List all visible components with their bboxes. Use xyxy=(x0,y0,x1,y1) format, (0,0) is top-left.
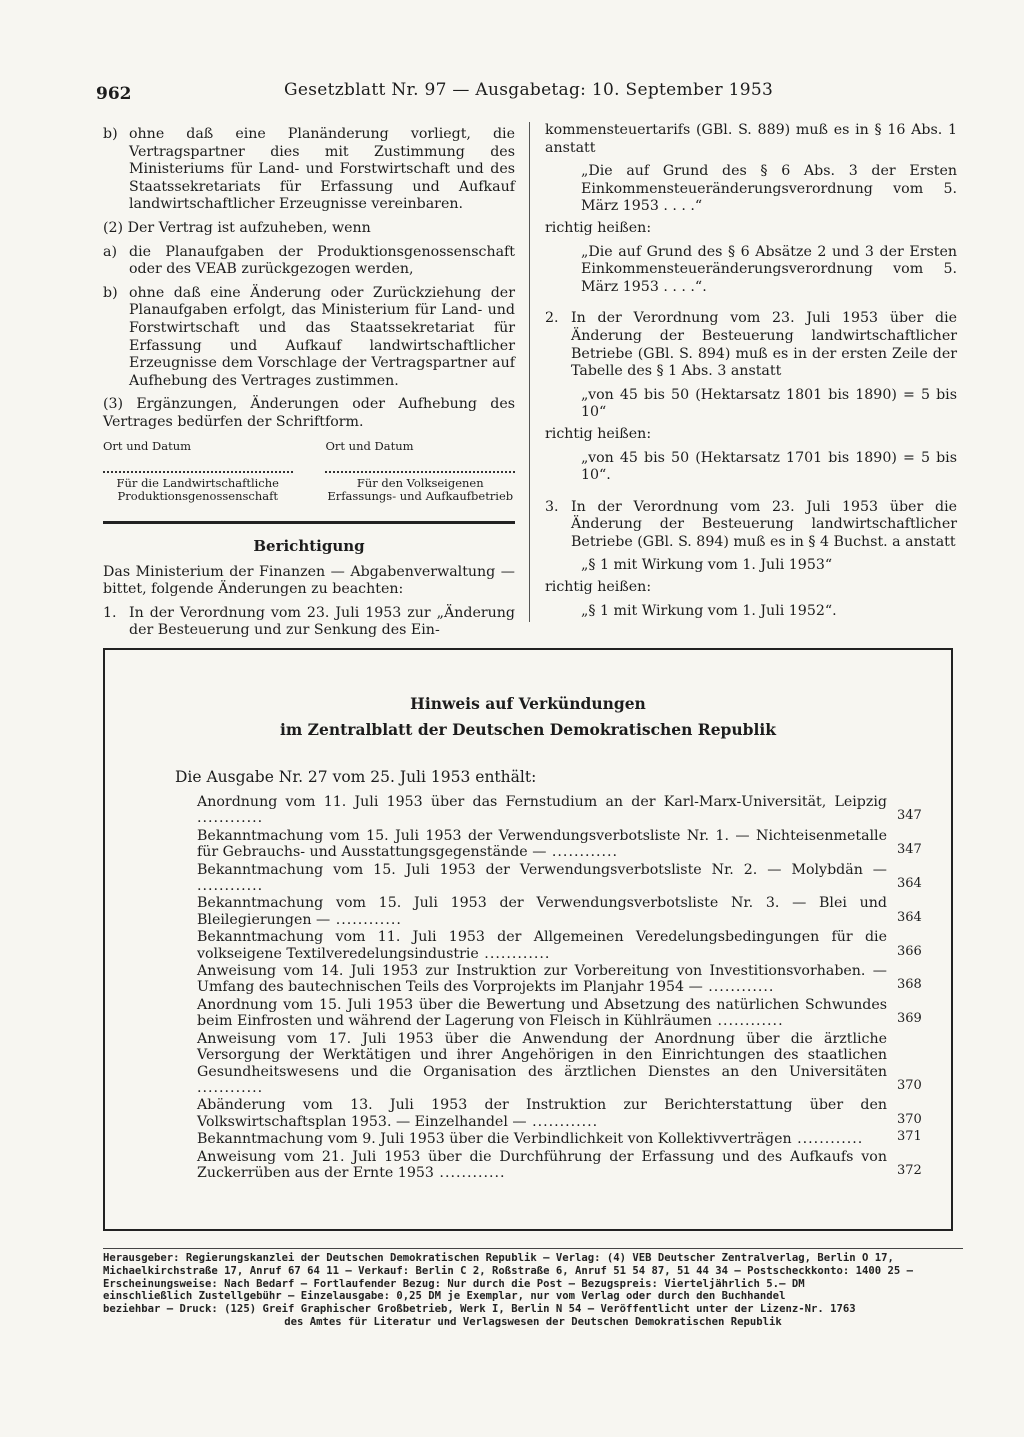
entry-page-number: 369 xyxy=(897,1011,922,1027)
footer-divider xyxy=(103,1248,963,1249)
quote-new: „Die auf Grund des § 6 Absätze 2 und 3 der Ersten Einkommensteueränderungsverordnung vom 5. März 1953 . . . .“. xyxy=(581,243,957,295)
leader-dots: ............ xyxy=(546,844,619,861)
paragraph: richtig heißen: xyxy=(545,579,652,596)
table-row xyxy=(197,1030,922,1097)
signature-caption: Für den Volkseigenen Erfassungs- und Aufkaufbetrieb xyxy=(327,476,514,504)
entry-title: Bekanntmachung vom 15. Juli 1953 der Verwendungsverbotsliste Nr. 1. — Nichteisenmetalle für Gebrauchs- und Ausstattungsgegenstände — ............ xyxy=(197,827,887,861)
leader-dots: ............ xyxy=(478,945,551,962)
paragraph: (3) Ergänzungen, Änderungen oder Aufhebung des Vertrages bedürfen der Schriftform. xyxy=(103,396,515,430)
signature-caption: Für die Landwirtschaftliche Produktionsgenossenschaft xyxy=(116,476,279,504)
paragraph: kommensteuertarifs (GBl. S. 889) muß es in § 16 Abs. 1 anstatt xyxy=(545,122,957,156)
table-row xyxy=(197,963,922,996)
page-header-title: Gesetzblatt Nr. 97 — Ausgabetag: 10. September 1953 xyxy=(284,80,774,100)
leader-dots: ............ xyxy=(197,810,264,827)
table-row xyxy=(197,794,922,827)
signature-line xyxy=(103,459,293,473)
table-row xyxy=(197,1129,922,1148)
table-row xyxy=(197,861,922,895)
item-text: ohne daß eine Änderung oder Zurückziehung der Planaufgaben erfolgt, das Ministerium für Land- und Forstwirtschaft und das Staatssekretariat für Erfassung und Aufkauf landwirtschaftlicher Erzeugnisse dem Vorschlage der Vertragspartner auf Aufhebung des Vertrages zustimmen. xyxy=(129,284,515,389)
column-divider xyxy=(529,122,530,622)
footer-line: Herausgeber: Regierungskanzlei der Deutschen Demokratischen Republik — Verlag: (4) VEB Deutscher Zentralverlag, Berlin O 17, xyxy=(103,1252,894,1264)
leader-dots: ............ xyxy=(197,1079,264,1096)
table-row xyxy=(197,1097,922,1130)
footer-line: Michaelkirchstraße 17, Anruf 67 64 11 — Verkauf: Berlin C 2, Roßstraße 6, Anruf 51 54 87, 51 44 34 — Postscheckkonto: 1400 25 — xyxy=(103,1264,914,1277)
entry-title: Bekanntmachung vom 9. Juli 1953 über die Verbindlichkeit von Kollektivverträgen ............ xyxy=(197,1131,864,1148)
table-row xyxy=(197,929,922,962)
signature-place-date-label: Ort und Datum xyxy=(325,438,414,453)
footer-line: einschließlich Zustellgebühr — Einzelausgabe: 0,25 DM je Exemplar, nur vom Verlag oder durch den Buchhandel xyxy=(103,1290,786,1303)
leader-dots: ............ xyxy=(330,911,402,928)
footer-line: beziehbar — Druck: (125) Greif Graphischer Großbetrieb, Werk I, Berlin N 54 — Veröffentlicht unter der Lizenz-Nr. 1763 xyxy=(103,1303,856,1316)
list-item xyxy=(103,285,515,391)
paragraph: Das Ministerium der Finanzen — Abgabenverwaltung — bittet, folgende Änderungen zu beachten: xyxy=(103,563,515,598)
entry-page-number: 347 xyxy=(897,808,922,824)
item-label: b) xyxy=(103,284,118,301)
quote-old: „von 45 bis 50 (Hektarsatz 1801 bis 1890) = 5 bis 10“ xyxy=(581,386,957,421)
entry-page-number: 366 xyxy=(897,943,922,959)
leader-dots: ............ xyxy=(711,1013,784,1030)
section-heading: Berichtigung xyxy=(253,537,365,556)
footer-line: des Amtes für Literatur und Verlagswesen der Deutschen Demokratischen Republik xyxy=(284,1315,782,1328)
quote-new: „§ 1 mit Wirkung vom 1. Juli 1952“. xyxy=(581,602,837,619)
entry-page-number: 364 xyxy=(897,876,922,892)
list-item xyxy=(103,605,515,640)
entry-title: Bekanntmachung vom 15. Juli 1953 der Verwendungsverbotsliste Nr. 3. — Blei und Bleilegierungen — ............ xyxy=(197,895,887,928)
entry-title: Anordnung vom 15. Juli 1953 über die Bewertung und Absetzung des natürlichen Schwundes beim Einfrosten und während der Lagerung von Fleisch in Kühlräumen ............ xyxy=(197,996,887,1030)
item-label: 1. xyxy=(103,604,117,621)
entry-page-number: 372 xyxy=(897,1162,922,1178)
entry-title: Bekanntmachung vom 15. Juli 1953 der Verwendungsverbotsliste Nr. 2. — Molybdän — ............ xyxy=(197,861,887,895)
entry-page-number: 364 xyxy=(897,909,922,925)
entry-page-number: 370 xyxy=(897,1111,922,1127)
page-number: 962 xyxy=(96,84,132,104)
list-item xyxy=(545,310,957,380)
item-label: 3. xyxy=(545,498,559,515)
list-item xyxy=(103,244,515,279)
notice-box xyxy=(103,648,953,1231)
section-divider xyxy=(103,521,515,524)
entry-title: Anweisung vom 17. Juli 1953 über die Anwendung der Anordnung über die ärztliche Versorgung der Werktätigen und ihrer Angehörigen in den Einrichtungen des staatlichen Gesundheitswesens und die Organisation des ärztlichen Dienstes an den Universitäten ............ xyxy=(197,1030,887,1096)
notice-subtitle: im Zentralblatt der Deutschen Demokratischen Republik xyxy=(279,720,777,739)
entry-page-number: 347 xyxy=(897,842,922,858)
item-label: a) xyxy=(103,243,117,260)
entry-title: Abänderung vom 13. Juli 1953 der Instruktion zur Berichterstattung über den Volkswirtschaftsplan 1953. — Einzelhandel — ............ xyxy=(197,1097,887,1130)
leader-dots: ............ xyxy=(526,1113,599,1130)
entry-page-number: 371 xyxy=(897,1129,922,1145)
leader-dots: ............ xyxy=(197,878,264,895)
entry-title: Anweisung vom 21. Juli 1953 über die Durchführung der Erfassung und des Aufkaufs von Zuckerrüben aus der Ernte 1953 ............ xyxy=(197,1148,887,1181)
imprint-footer xyxy=(103,1252,963,1329)
list-item xyxy=(545,499,957,552)
notice-title: Hinweis auf Verkündungen xyxy=(410,694,646,713)
entry-page-number: 370 xyxy=(897,1077,922,1093)
table-row xyxy=(197,1148,922,1182)
signature-left xyxy=(103,438,293,504)
table-row xyxy=(197,895,922,928)
paragraph: richtig heißen: xyxy=(545,219,652,236)
entry-title: Anordnung vom 11. Juli 1953 über das Fernstudium an der Karl-Marx-Universität, Leipzig ............ xyxy=(197,794,887,827)
entry-title: Bekanntmachung vom 11. Juli 1953 der Allgemeinen Veredelungsbedingungen für die volkseigene Textilveredelungsindustrie ............ xyxy=(197,929,887,962)
item-text: die Planaufgaben der Produktionsgenossenschaft oder des VEAB zurückgezogen werden, xyxy=(129,243,515,278)
item-text: ohne daß eine Planänderung vorliegt, die Vertragspartner dies mit Zustimmung des Ministeriums für Land- und Forstwirtschaft und des Staatssekretariats für Erfassung und Aufkauf landwirtschaftlicher Erzeugnisse vereinbaren. xyxy=(129,126,515,213)
signature-line xyxy=(325,459,515,473)
entry-title: Anweisung vom 14. Juli 1953 zur Instruktion zur Vorbereitung von Investitionsvorhaben. — Umfang des bautechnischen Teils des Vorprojekts im Planjahr 1954 — ............ xyxy=(197,963,887,996)
signature-place-date-label: Ort und Datum xyxy=(103,438,192,453)
leader-dots: ............ xyxy=(791,1131,864,1148)
table-row xyxy=(197,996,922,1030)
leader-dots: ............ xyxy=(433,1164,506,1181)
notice-entries xyxy=(197,794,922,1182)
quote-old: „§ 1 mit Wirkung vom 1. Juli 1953“ xyxy=(581,557,833,574)
paragraph: (2) Der Vertrag ist aufzuheben, wenn xyxy=(103,219,371,236)
entry-page-number: 368 xyxy=(897,977,922,993)
signature-block xyxy=(103,438,515,504)
item-text: In der Verordnung vom 23. Juli 1953 zur „Änderung der Besteuerung und zur Senkung des Ein- xyxy=(129,604,515,639)
item-label: b) xyxy=(103,126,118,142)
item-text: In der Verordnung vom 23. Juli 1953 über die Änderung der Besteuerung landwirtschaftlicher Betriebe (GBl. S. 894) muß es in § 4 Buchst. a anstatt xyxy=(571,498,957,550)
left-column xyxy=(103,126,515,646)
item-text: In der Verordnung vom 23. Juli 1953 über die Änderung der Besteuerung landwirtschaftlicher Betriebe (GBl. S. 894) muß es in der ersten Zeile der Tabelle des § 1 Abs. 3 anstatt xyxy=(571,310,957,380)
list-item xyxy=(103,126,515,214)
quote-new: „von 45 bis 50 (Hektarsatz 1701 bis 1890) = 5 bis 10“. xyxy=(581,449,957,484)
right-column xyxy=(545,122,957,624)
notice-intro: Die Ausgabe Nr. 27 vom 25. Juli 1953 enthält: xyxy=(175,768,537,786)
table-row xyxy=(197,827,922,861)
quote-old: „Die auf Grund des § 6 Abs. 3 der Ersten Einkommensteueränderungsverordnung vom 5. März 1953 . . . .“ xyxy=(581,163,957,215)
item-label: 2. xyxy=(545,310,559,327)
footer-line: Erscheinungsweise: Nach Bedarf — Fortlaufender Bezug: Nur durch die Post — Bezugspreis: Vierteljährlich 5.— DM xyxy=(103,1277,805,1290)
paragraph: richtig heißen: xyxy=(545,425,652,442)
leader-dots: ............ xyxy=(702,979,775,996)
signature-right xyxy=(325,438,515,504)
